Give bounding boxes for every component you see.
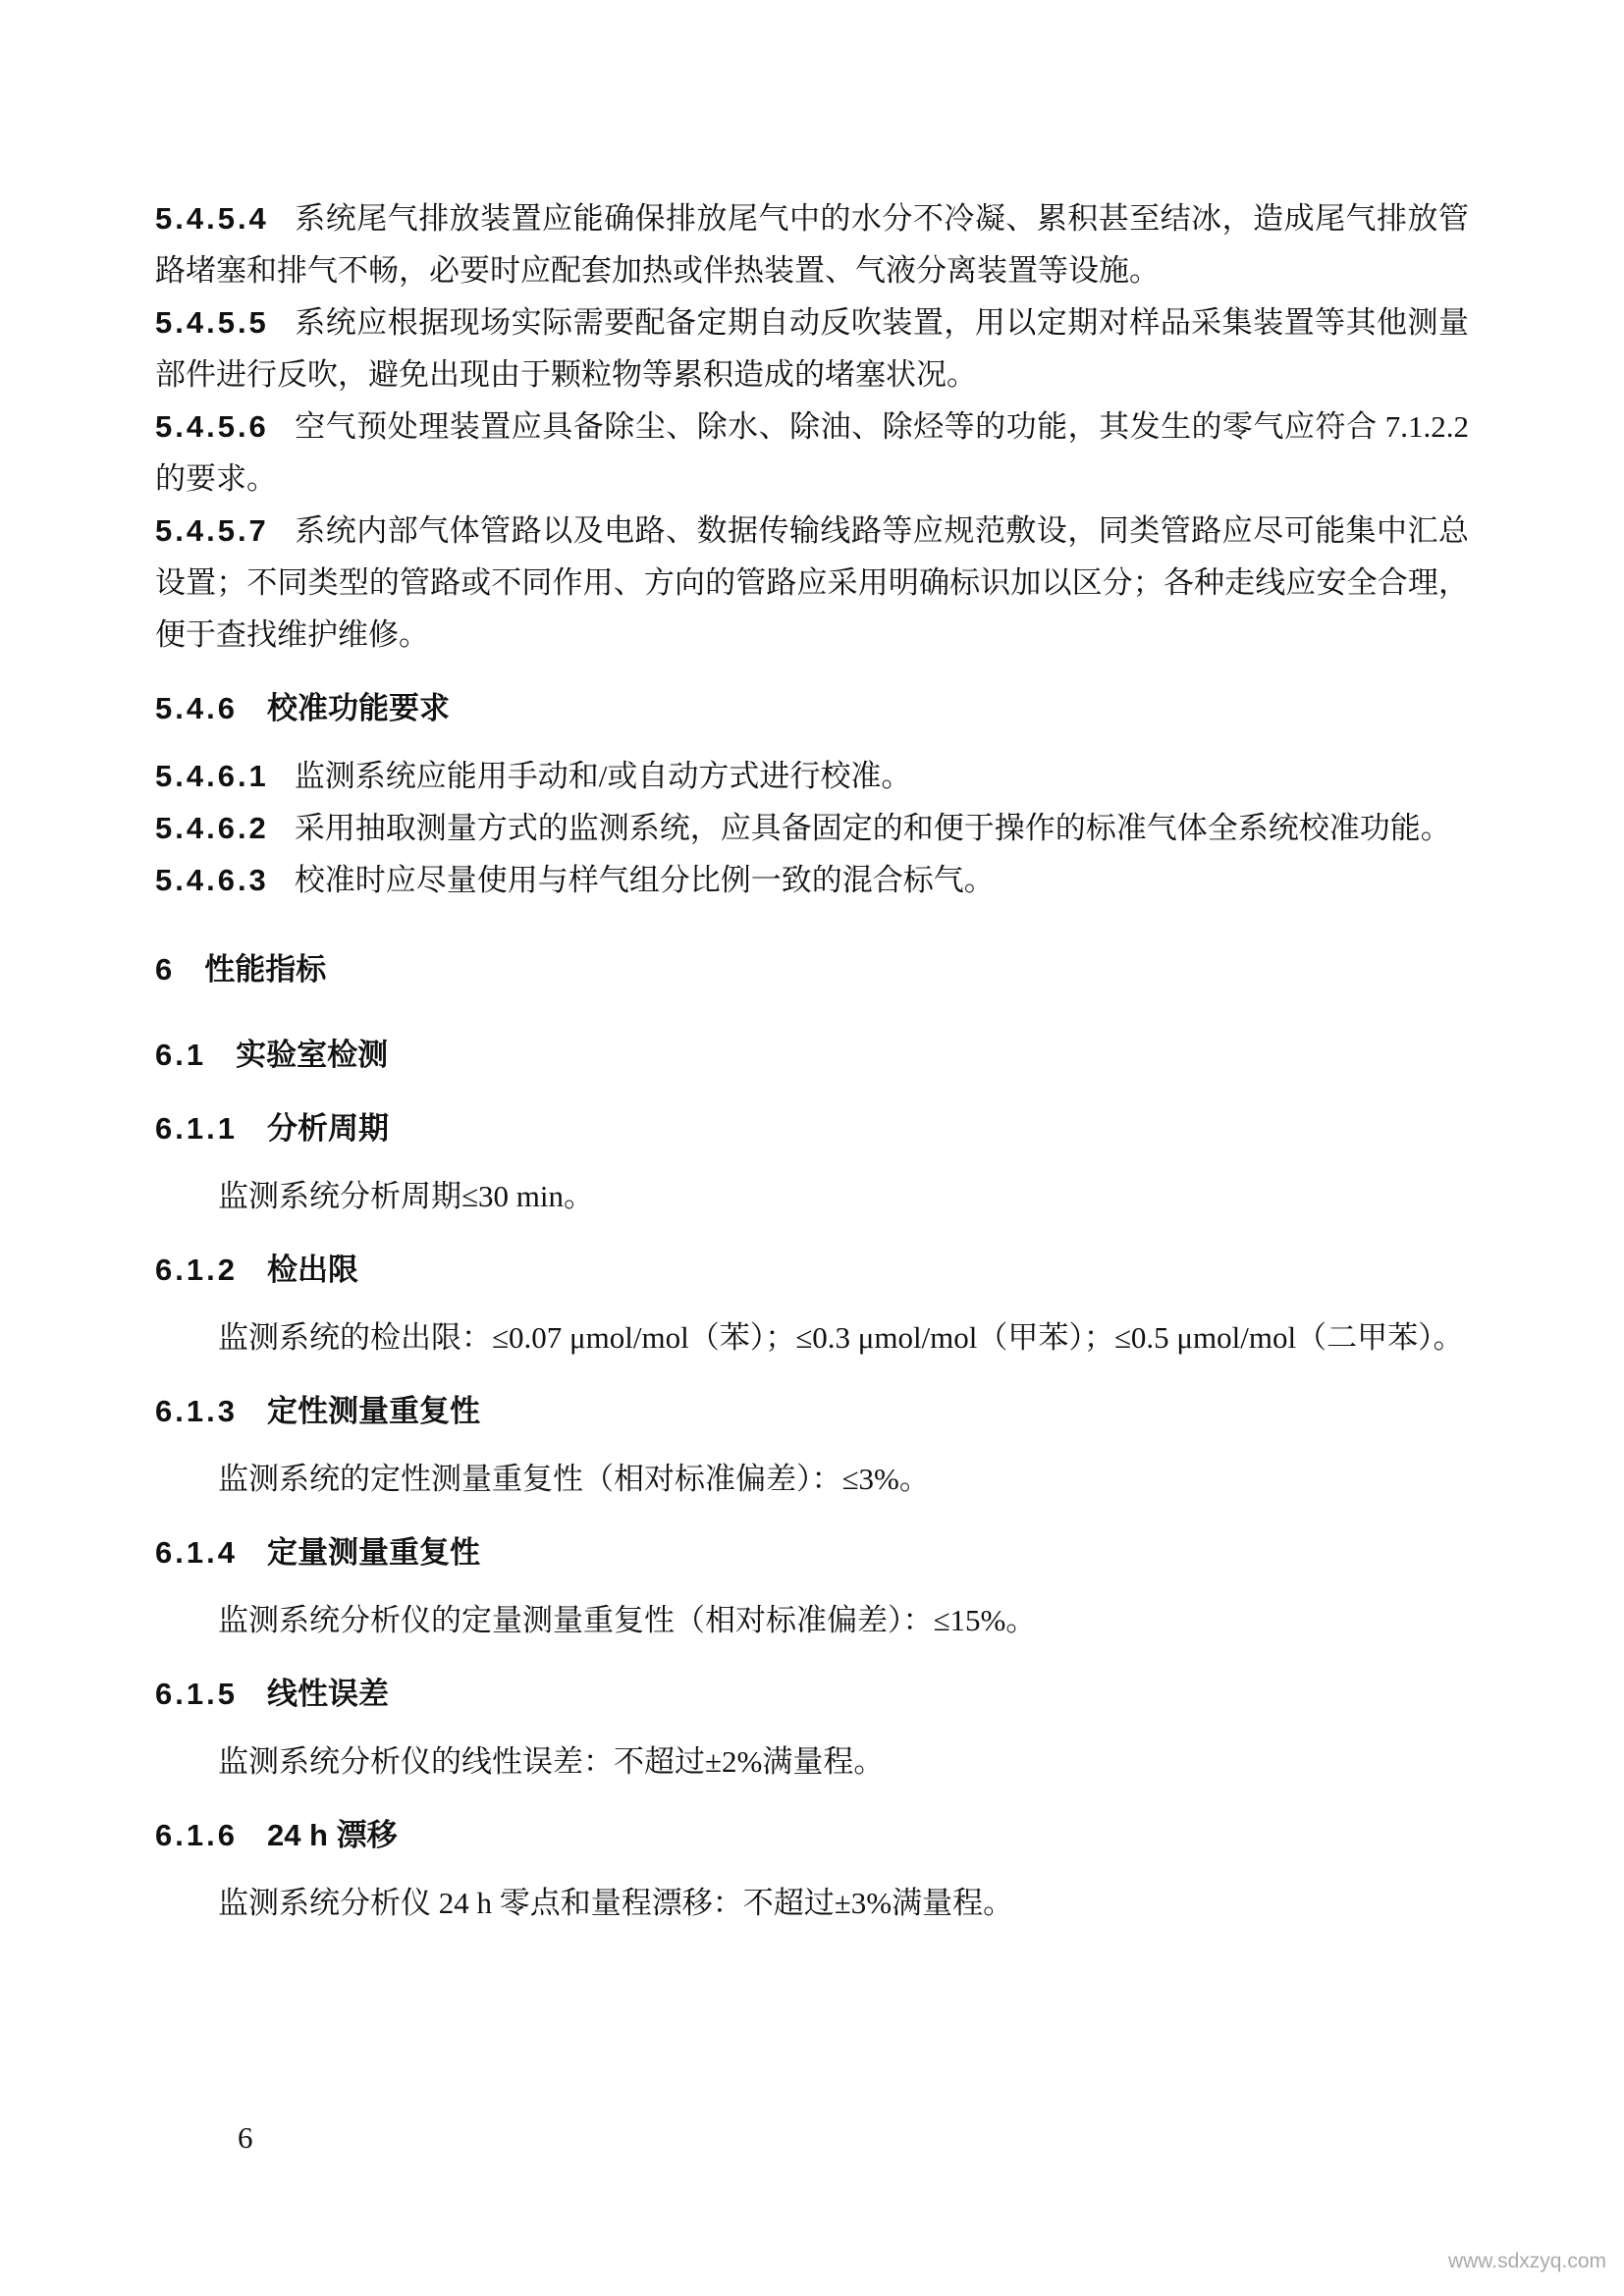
heading-number: 6.1.5 <box>155 1677 238 1711</box>
heading-text: 24 h 漂移 <box>266 1818 398 1852</box>
heading-number: 6.1.4 <box>155 1535 238 1570</box>
section-heading-6-1-4 <box>155 1526 1469 1578</box>
clause-text: 校准时应尽量使用与样气组分比例一致的混合标气。 <box>294 863 995 897</box>
section-heading-6-1-6 <box>155 1809 1469 1861</box>
clause-text: 空气预处理装置应具备除尘、除水、除油、除烃等的功能，其发生的零气应符合 7.1.2.2 的要求。 <box>155 409 1469 496</box>
heading-number: 5.4.6 <box>155 691 238 725</box>
section-heading-6-1-5 <box>155 1668 1469 1720</box>
clause-number: 5.4.6.1 <box>155 759 269 793</box>
clause-5-4-5-6 <box>155 400 1469 505</box>
heading-number: 6.1.2 <box>155 1253 238 1287</box>
statement-6-1-4: 监测系统分析仪的定量测量重复性（相对标准偏差）：≤15%。 <box>218 1603 1037 1637</box>
heading-text: 分析周期 <box>266 1111 389 1146</box>
clause-5-4-6-3 <box>155 854 1469 906</box>
document-body <box>155 192 1469 1929</box>
statement-6-1-3: 监测系统的定性测量重复性（相对标准偏差）：≤3%。 <box>218 1462 930 1496</box>
clause-5-4-6-2 <box>155 802 1469 854</box>
heading-number: 6.1 <box>155 1038 207 1072</box>
statement-6-1-2: 监测系统的检出限：≤0.07 μmol/mol（苯）；≤0.3 μmol/mol（甲苯）；≤0.5 μmol/mol（二甲苯）。 <box>218 1320 1464 1355</box>
heading-text: 检出限 <box>266 1253 358 1287</box>
section-heading-6-1-3 <box>155 1385 1469 1437</box>
watermark-url: www.sdxzyq.com <box>1447 2250 1606 2272</box>
heading-text: 定性测量重复性 <box>266 1394 480 1428</box>
heading-text: 性能指标 <box>204 952 327 987</box>
clause-5-4-5-5 <box>155 296 1469 400</box>
chapter-heading-6 <box>155 943 1469 995</box>
section-heading-5-4-6 <box>155 682 1469 734</box>
heading-text: 定量测量重复性 <box>266 1535 480 1570</box>
heading-text: 实验室检测 <box>236 1038 389 1072</box>
heading-text: 线性误差 <box>266 1677 389 1711</box>
clause-text: 采用抽取测量方式的监测系统，应具备固定的和便于操作的标准气体全系统校准功能。 <box>294 811 1451 845</box>
statement-6-1-6: 监测系统分析仪 24 h 零点和量程漂移：不超过±3%满量程。 <box>218 1886 1014 1920</box>
heading-text: 校准功能要求 <box>266 691 450 725</box>
page-number: 6 <box>238 2120 253 2155</box>
heading-number: 6.1.1 <box>155 1111 238 1146</box>
clause-number: 5.4.5.5 <box>155 305 269 340</box>
section-heading-6-1-2 <box>155 1244 1469 1296</box>
clause-5-4-5-4 <box>155 192 1469 296</box>
heading-number: 6.1.6 <box>155 1818 238 1852</box>
section-heading-6-1-1 <box>155 1102 1469 1154</box>
clause-number: 5.4.6.2 <box>155 811 269 845</box>
clause-number: 5.4.5.4 <box>155 201 269 236</box>
clause-text: 系统尾气排放装置应能确保排放尾气中的水分不冷凝、累积甚至结冰，造成尾气排放管路堵塞和排气不畅，必要时应配套加热或伴热装置、气液分离装置等设施。 <box>155 201 1469 288</box>
clause-5-4-5-7 <box>155 505 1469 661</box>
clause-5-4-6-1 <box>155 750 1469 802</box>
clause-text: 监测系统应能用手动和/或自动方式进行校准。 <box>294 759 912 793</box>
clause-text: 系统应根据现场实际需要配备定期自动反吹装置，用以定期对样品采集装置等其他测量部件进行反吹，避免出现由于颗粒物等累积造成的堵塞状况。 <box>155 305 1469 392</box>
clause-number: 5.4.6.3 <box>155 863 269 897</box>
clause-number: 5.4.5.6 <box>155 409 269 444</box>
clause-number: 5.4.5.7 <box>155 513 269 548</box>
statement-6-1-1: 监测系统分析周期≤30 min。 <box>218 1179 594 1213</box>
heading-number: 6.1.3 <box>155 1394 238 1428</box>
clause-text: 系统内部气体管路以及电路、数据传输线路等应规范敷设，同类管路应尽可能集中汇总设置；不同类型的管路或不同作用、方向的管路应采用明确标识加以区分；各种走线应安全合理，便于查找维护维修。 <box>155 513 1469 652</box>
section-heading-6-1 <box>155 1029 1469 1081</box>
statement-6-1-5: 监测系统分析仪的线性误差：不超过±2%满量程。 <box>218 1744 885 1779</box>
heading-number: 6 <box>155 952 176 987</box>
